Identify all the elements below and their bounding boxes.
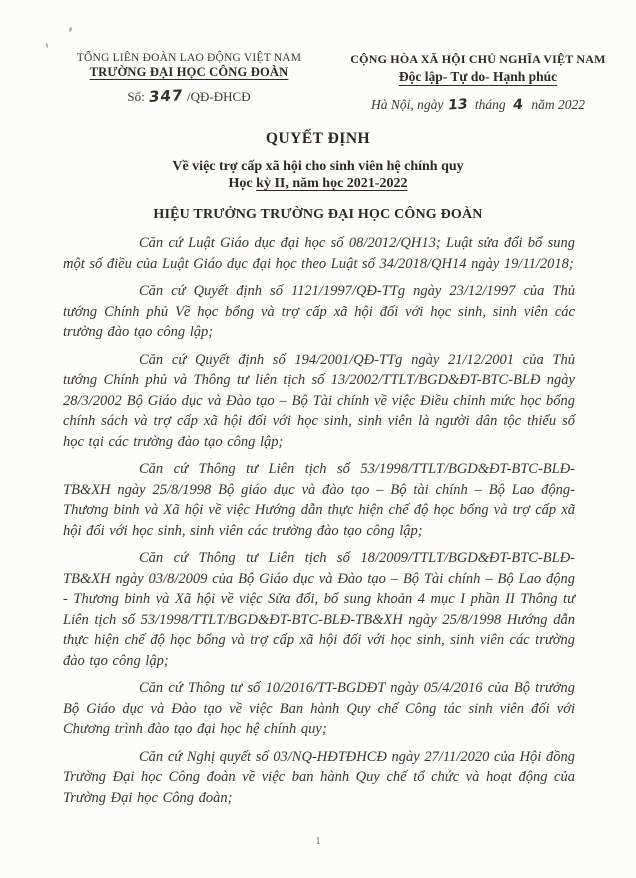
document-number-suffix: /QĐ-ĐHCĐ (187, 89, 251, 104)
place-date-line (344, 97, 612, 113)
issuing-authority-heading: HIỆU TRƯỞNG TRƯỜNG ĐẠI HỌC CÔNG ĐOÀN (153, 207, 483, 222)
date-month-handwritten: 4 (511, 96, 524, 114)
legal-basis-paragraph: Căn cứ Nghị quyết số 03/NQ-HĐTĐHCĐ ngày 27/11/2020 của Hội đồng Trường Đại học Công đoàn về việc ban hành Quy chế tổ chức và hoạt động của Trường Đại học Công đoàn; (63, 748, 575, 806)
subject-line-1: Về việc trợ cấp xã hội cho sinh viên hệ chính quy (172, 159, 464, 174)
subject-line-2 (0, 176, 636, 192)
document-number-handwritten: 347 (147, 86, 184, 106)
document-type-title: QUYẾT ĐỊNH (265, 130, 371, 147)
page-number: 1 (315, 836, 321, 847)
legal-basis-paragraph: Căn cứ Luật Giáo dục đại học số 08/2012/QH13; Luật sửa đổi bổ sung một số điều của Luật Giáo dục đại học theo Luật số 34/2018/QH14 ngày 19/11/2018; (63, 235, 575, 272)
legal-basis-paragraph: Căn cứ Quyết định số 194/2001/QĐ-TTg ngày 21/12/2001 của Thủ tướng Chính phủ và Thông tư liên tịch số 13/2002/TTLT/BGD&ĐT-BTC-BLĐ ngày 28/3/2002 Bộ Giáo dục và Đào tạo – Bộ Tài chính về việc Điều chỉnh mức học bổng chính sách và trợ cấp xã hội đối với học sinh, sinh viên là người dân tộc thiểu số học tại các trường đào tạo công lập; (63, 351, 575, 450)
date-mid: tháng (474, 97, 506, 112)
subject-line-2-underlined: kỳ II, năm học 2021-2022 (256, 176, 408, 191)
date-prefix: Hà Nội, ngày (371, 97, 444, 112)
national-motto: Độc lập- Tự do- Hạnh phúc (398, 69, 558, 84)
date-suffix: năm 2022 (531, 97, 585, 112)
date-day-handwritten: 13 (447, 96, 469, 114)
legal-basis-paragraph: Căn cứ Thông tư Liên tịch số 18/2009/TTLT/BGD&ĐT-BTC-BLĐ-TB&XH ngày 03/8/2009 của Bộ Giáo dục và Đào tạo – Bộ Tài chính – Bộ Lao động - Thương binh và Xã hội về việc Sửa đổi, bổ sung khoản 4 mục I phần II Thông tư Liên tịch số 53/1998/TTLT/BGD&ĐT-BTC-BLĐ-TB&XH ngày 25/8/1998 Hướng dẫn thực hiện chế độ học bổng và trợ cấp xã hội đối với học sinh, sinh viên các trường đào tạo công lập; (63, 550, 575, 669)
university-name: TRƯỜNG ĐẠI HỌC CÔNG ĐOÀN (89, 65, 289, 79)
issuing-org-block (38, 52, 340, 113)
document-header (0, 0, 636, 113)
national-title: CỘNG HÒA XÃ HỘI CHỦ NGHĨA VIỆT NAM (350, 52, 606, 66)
document-number (38, 87, 340, 105)
national-motto-block (344, 52, 612, 113)
legal-basis-paragraph: Căn cứ Thông tư Liên tịch số 53/1998/TTLT/BGD&ĐT-BTC-BLĐ-TB&XH ngày 25/8/1998 Bộ giáo dục và đào tạo – Bộ tài chính – Bộ Lao động- Thương binh và Xã hội về việc Hướng dẫn thực hiện chế độ học bổng và trợ cấp xã hội đối với học sinh, sinh viên các trường đào tạo công lập; (63, 461, 575, 539)
title-block (0, 130, 636, 192)
legal-basis-paragraph: Căn cứ Thông tư số 10/2016/TT-BGDĐT ngày 05/4/2016 của Bộ trưởng Bộ Giáo dục và Đào tạo về việc Ban hành Quy chế Công tác sinh viên đối với Chương trình đào tạo đại học hệ chính quy; (63, 680, 575, 737)
parent-org-name: TỔNG LIÊN ĐOÀN LAO ĐỘNG VIỆT NAM (76, 52, 302, 64)
legal-basis-paragraph: Căn cứ Quyết định số 1121/1997/QĐ-TTg ngày 23/12/1997 của Thủ tướng Chính phủ Về học bổng và trợ cấp xã hội đối với học sinh, sinh viên các trường đào tạo công lập; (63, 283, 575, 340)
document-number-label: Số: (127, 89, 145, 104)
legal-basis-section (63, 233, 575, 808)
subject-line-2-prefix: Học (228, 176, 257, 191)
